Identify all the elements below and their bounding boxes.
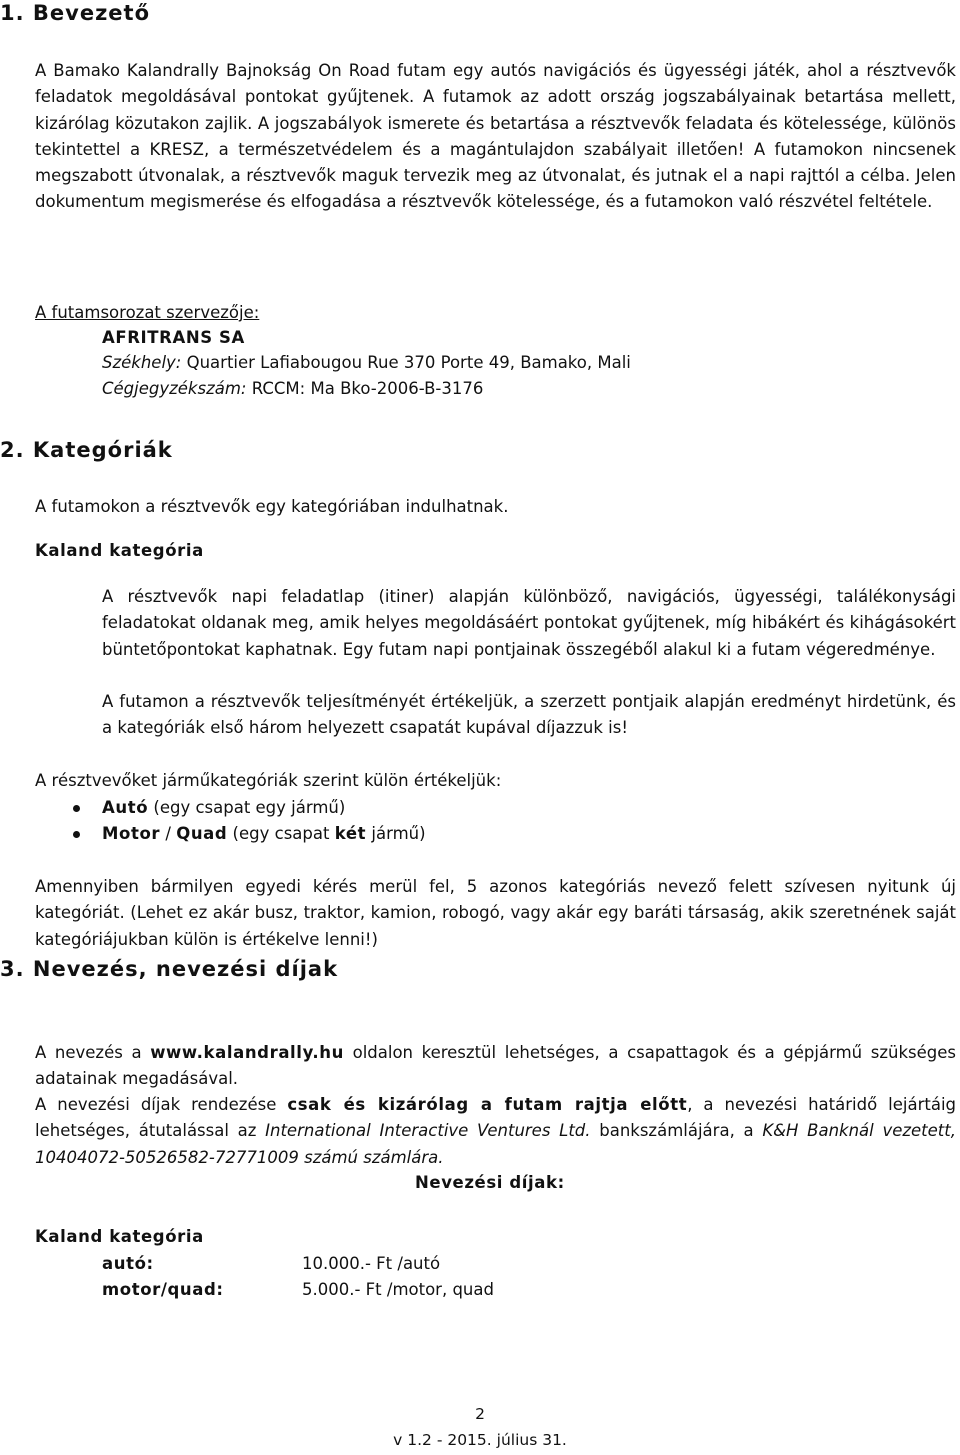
version-info: v 1.2 - 2015. július 31. (393, 1431, 567, 1449)
separator: / (160, 824, 177, 843)
car-note: (egy csapat egy jármű) (148, 798, 346, 817)
registration-text-start: A nevezés a (35, 1043, 151, 1062)
quad-label: Quad (176, 824, 228, 843)
vehicle-category-car (102, 795, 345, 821)
website-link[interactable]: www.kalandrally.hu (150, 1043, 344, 1062)
payment-paragraph (35, 1092, 956, 1171)
organizer-name: AFRITRANS SA (102, 328, 245, 347)
seat-label: Székhely: (102, 353, 182, 372)
motor-note-start: (egy csapat (227, 824, 335, 843)
organizer-seat (102, 350, 631, 376)
bank-account: K&H Banknál vezetett, 10404072-50526582-72771009 számú számlára. (35, 1121, 956, 1167)
company-name: International Interactive Ventures Ltd. (265, 1121, 591, 1141)
fee-label-motor-quad: motor/quad: (102, 1280, 224, 1299)
fees-heading: Nevezési díjak: (415, 1173, 565, 1192)
organizer-heading: A futamsorozat szervezője: (35, 303, 260, 322)
section-3-title: 3. Nevezés, nevezési díjak (0, 957, 339, 981)
motor-label: Motor (102, 824, 161, 843)
fees-category-title: Kaland kategória (35, 1227, 204, 1246)
motor-note-bold: két (334, 824, 367, 843)
bullet-dot (73, 831, 80, 838)
vehicle-category-motor-quad (102, 821, 426, 847)
payment-text-start: A nevezési díjak rendezése (35, 1095, 288, 1114)
fee-value-motor-quad: 5.000.- Ft /motor, quad (302, 1280, 494, 1299)
adventure-category-title: Kaland kategória (35, 541, 204, 560)
section-2-title: 2. Kategóriák (0, 438, 173, 462)
categories-intro: A futamokon a résztvevők egy kategóriában indulhatnak. (35, 497, 509, 516)
fee-value-car: 10.000.- Ft /autó (302, 1254, 441, 1273)
payment-text-mid: , a nevezési határidő lejártáig lehetséges, átutalással az (35, 1095, 957, 1141)
fee-label-car: autó: (102, 1254, 154, 1273)
adventure-category-description: A résztvevők napi feladatlap (itiner) alapján különböző, navigációs, ügyességi, találékonysági feladatokat oldanak meg, amik helyes megoldásáért pontokat gyűjtenek, míg hibákért és kihágásokért büntetőpontokat kaphatnak. Egy futam napi pontjainak összegéből alakul ki a futam végeredménye. (102, 587, 956, 659)
car-label: Autó (102, 798, 149, 817)
adventure-category-scoring: A futamon a résztvevők teljesítményét értékeljük, a szerzett pontjaik alapján eredményt hirdetünk, és a kategóriák első három helyezett csapatát kupával díjazzuk is! (102, 692, 956, 738)
payment-text-after-company: bankszámlájára, a (590, 1121, 763, 1141)
registration-value: RCCM: Ma Bko-2006-B-3176 (251, 379, 484, 398)
registration-paragraph (35, 1040, 956, 1093)
bullet-dot (73, 805, 80, 812)
vehicle-categories-intro: A résztvevőket járműkategóriák szerint külön értékeljük: (35, 771, 502, 790)
registration-label: Cégjegyzékszám: (102, 379, 247, 398)
seat-value: Quartier Lafiabougou Rue 370 Porte 49, Bamako, Mali (186, 353, 631, 372)
section-1-title: 1. Bevezető (0, 1, 151, 25)
motor-note-end: jármű) (366, 824, 426, 843)
payment-deadline: csak és kizárólag a futam rajtja előtt (287, 1095, 688, 1114)
intro-paragraph: A Bamako Kalandrally Bajnokság On Road futam egy autós navigációs és ügyességi játék, ahol a résztvevők feladatok megoldásával pontokat gyűjtenek. A futamok az adott ország jogszabályainak betartása mellett, kizárólag közutakon zajlik. A jogszabályok ismerete és betartása a résztvevők feladata és kötelessége, különös tekintettel a KRESZ, a természetvédelem és a magántulajdon szabályait illetően! A futamokon nincsenek megszabott útvonalak, a résztvevők maguk tervezik meg az útvonalat, és jutnak el a napi rajttól a célba. Jelen dokumentum megismerése és elfogadása a résztvevők kötelessége, és a futamokon való részvétel feltétele. (35, 61, 956, 212)
page-number: 2 (475, 1405, 485, 1423)
registration-text-end: oldalon keresztül lehetséges, a csapattagok és a gépjármű szükséges adatainak megadásával. (35, 1043, 956, 1089)
custom-category-paragraph: Amennyiben bármilyen egyedi kérés merül fel, 5 azonos kategóriás nevező felett szívesen nyitunk új kategóriát. (Lehet ez akár busz, traktor, kamion, robogó, vagy akár egy baráti társaság, akik szeretnének saját kategóriájukban külön is értékelve lenni!) (35, 877, 956, 949)
organizer-registration (102, 376, 483, 402)
